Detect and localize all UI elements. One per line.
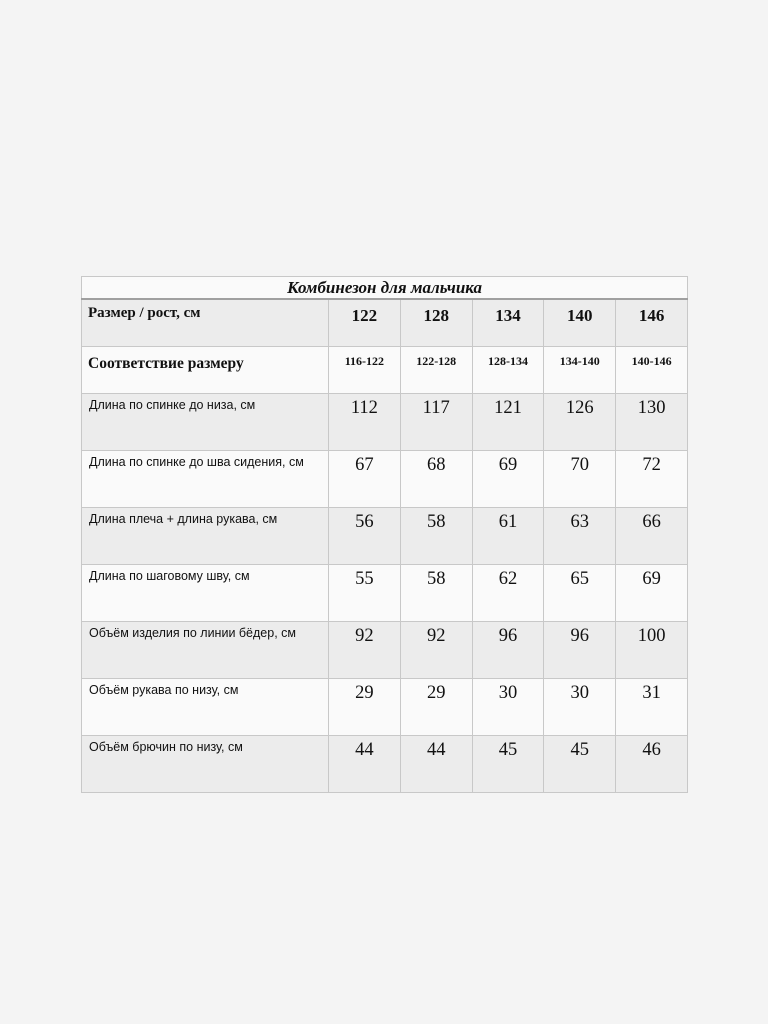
measurement-value: 126 bbox=[544, 394, 616, 451]
measurement-value: 92 bbox=[329, 622, 401, 679]
table-row bbox=[82, 565, 688, 622]
measurement-value: 56 bbox=[329, 508, 401, 565]
measurement-value: 30 bbox=[472, 679, 544, 736]
measurement-value: 112 bbox=[329, 394, 401, 451]
measurement-value: 100 bbox=[616, 622, 688, 679]
measurement-value: 29 bbox=[400, 679, 472, 736]
table-row bbox=[82, 736, 688, 793]
measurement-value: 62 bbox=[472, 565, 544, 622]
measurement-label: Объём брючин по низу, см bbox=[82, 736, 329, 793]
measurement-value: 44 bbox=[400, 736, 472, 793]
measurement-value: 72 bbox=[616, 451, 688, 508]
size-header-cell: 134 bbox=[472, 299, 544, 347]
measurement-value: 46 bbox=[616, 736, 688, 793]
measurement-label: Длина по спинке до низа, см bbox=[82, 394, 329, 451]
table-row bbox=[82, 622, 688, 679]
measurement-value: 65 bbox=[544, 565, 616, 622]
size-header-label: Размер / рост, см bbox=[82, 299, 329, 347]
measurement-label: Длина по спинке до шва сидения, см bbox=[82, 451, 329, 508]
measurement-value: 130 bbox=[616, 394, 688, 451]
table-row bbox=[82, 508, 688, 565]
size-chart-table bbox=[81, 276, 688, 793]
table-row bbox=[82, 394, 688, 451]
size-match-cell: 140-146 bbox=[616, 347, 688, 394]
measurement-value: 58 bbox=[400, 565, 472, 622]
measurement-label: Объём рукава по низу, см bbox=[82, 679, 329, 736]
measurement-value: 69 bbox=[616, 565, 688, 622]
measurement-value: 67 bbox=[329, 451, 401, 508]
measurement-label: Длина плеча + длина рукава, см bbox=[82, 508, 329, 565]
measurement-value: 55 bbox=[329, 565, 401, 622]
measurement-value: 92 bbox=[400, 622, 472, 679]
measurement-value: 117 bbox=[400, 394, 472, 451]
measurement-value: 121 bbox=[472, 394, 544, 451]
size-header-cell: 146 bbox=[616, 299, 688, 347]
size-match-cell: 134-140 bbox=[544, 347, 616, 394]
size-match-cell: 128-134 bbox=[472, 347, 544, 394]
measurement-value: 44 bbox=[329, 736, 401, 793]
size-header-cell: 122 bbox=[329, 299, 401, 347]
size-header-row bbox=[82, 299, 688, 347]
size-match-row bbox=[82, 347, 688, 394]
measurement-value: 69 bbox=[472, 451, 544, 508]
measurement-value: 30 bbox=[544, 679, 616, 736]
size-match-label: Соответствие размеру bbox=[82, 347, 329, 394]
measurement-value: 66 bbox=[616, 508, 688, 565]
measurement-value: 45 bbox=[472, 736, 544, 793]
measurement-value: 31 bbox=[616, 679, 688, 736]
size-match-cell: 116-122 bbox=[329, 347, 401, 394]
table-row bbox=[82, 679, 688, 736]
table-title: Комбинезон для мальчика bbox=[82, 277, 688, 300]
size-header-cell: 140 bbox=[544, 299, 616, 347]
measurement-value: 29 bbox=[329, 679, 401, 736]
title-row bbox=[82, 277, 688, 300]
measurement-value: 58 bbox=[400, 508, 472, 565]
measurement-value: 96 bbox=[544, 622, 616, 679]
measurement-value: 68 bbox=[400, 451, 472, 508]
measurement-value: 63 bbox=[544, 508, 616, 565]
measurement-value: 45 bbox=[544, 736, 616, 793]
size-header-cell: 128 bbox=[400, 299, 472, 347]
table-row bbox=[82, 451, 688, 508]
measurement-value: 61 bbox=[472, 508, 544, 565]
measurement-label: Длина по шаговому шву, см bbox=[82, 565, 329, 622]
measurement-value: 96 bbox=[472, 622, 544, 679]
size-match-cell: 122-128 bbox=[400, 347, 472, 394]
measurement-label: Объём изделия по линии бёдер, см bbox=[82, 622, 329, 679]
measurement-value: 70 bbox=[544, 451, 616, 508]
